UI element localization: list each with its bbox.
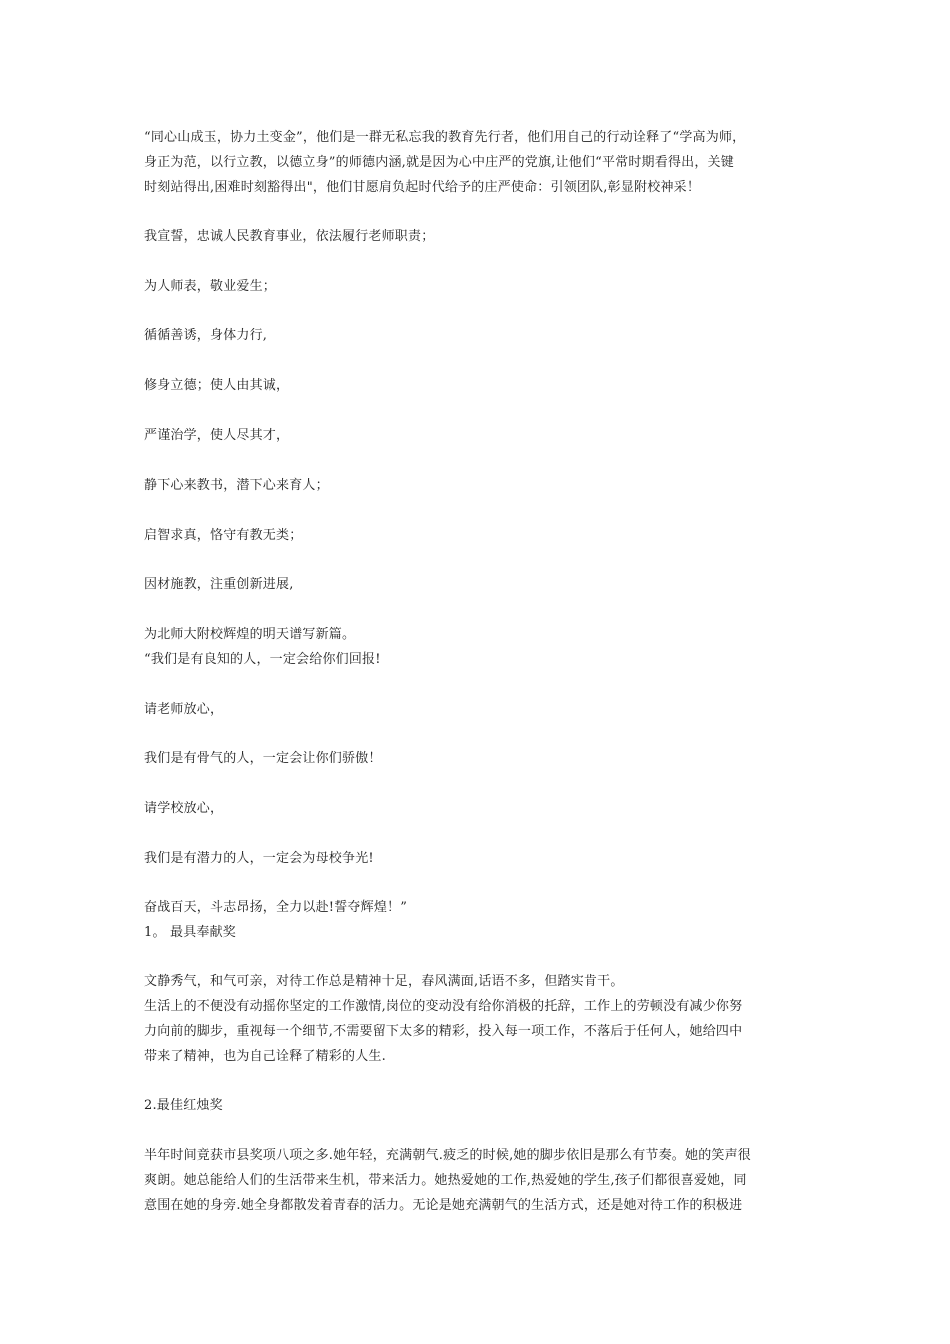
oath-line: 我宣誓，忠诚人民教育事业，依法履行老师职责； <box>144 229 435 244</box>
award2-heading: 2.最佳红烛奖 <box>144 1098 223 1113</box>
oath-line: 启智求真，恪守有教无类； <box>144 528 303 543</box>
intro-line: 身正为范，以行立教，以德立身”的师德内涵,就是因为心中庄严的党旗,让他们“平常时期看得出，关键 <box>144 155 734 170</box>
oath-line: 请老师放心， <box>144 702 224 717</box>
award1-line: 文静秀气，和气可亲，对待工作总是精神十足，春风满面,话语不多，但踏实肯干。 <box>144 974 624 989</box>
oath-line: 修身立德；使人由其诚， <box>144 378 290 393</box>
oath-line: 因材施教，注重创新进展, <box>144 577 294 592</box>
oath-line: 严谨治学，使人尽其才， <box>144 428 290 443</box>
oath-line: 为人师表，敬业爱生； <box>144 279 277 294</box>
award1-heading: 1。 最具奉献奖 <box>144 925 237 940</box>
oath-line: 我们是有骨气的人，一定会让你们骄傲！ <box>144 751 382 766</box>
oath-line: 为北师大附校辉煌的明天谱写新篇。 <box>144 627 356 642</box>
award2-line: 半年时间竟获市县奖项八项之多.她年轻，充满朝气.疲乏的时候,她的脚步依旧是那么有节奏。她的笑声很 <box>144 1148 751 1163</box>
intro-line: 时刻站得出,困难时刻豁得出"，他们甘愿肩负起时代给予的庄严使命：引领团队,彰显附校神采！ <box>144 180 701 195</box>
oath-line: “我们是有良知的人，一定会给你们回报! <box>144 652 381 667</box>
intro-line: “同心山成玉，协力土变金”，他们是一群无私忘我的教育先行者，他们用自己的行动诠释了“学高为师， <box>144 130 746 145</box>
oath-line: 奋战百天，斗志昂扬，全力以赴!誓夺辉煌！” <box>144 900 408 915</box>
award2-line: 爽朗。她总能给人们的生活带来生机，带来活力。她热爱她的工作,热爱她的学生,孩子们都很喜爱她，同 <box>144 1173 747 1188</box>
award2-line: 意围在她的身旁.她全身都散发着青春的活力。无论是她充满朝气的生活方式，还是她对待工作的积极进 <box>144 1198 743 1213</box>
award1-line: 力向前的脚步，重视每一个细节,不需要留下太多的精彩，投入每一项工作，不落后于任何人，她给四中 <box>144 1024 743 1039</box>
award1-line: 生活上的不便没有动摇你坚定的工作激情,岗位的变动没有给你消极的托辞，工作上的劳顿没有减少你努 <box>144 999 743 1014</box>
oath-line: 我们是有潜力的人，一定会为母校争光! <box>144 851 374 866</box>
oath-line: 静下心来教书，潜下心来育人； <box>144 478 329 493</box>
oath-line: 循循善诱，身体力行, <box>144 328 268 343</box>
award1-line: 带来了精神，也为自己诠释了精彩的人生. <box>144 1049 386 1064</box>
oath-line: 请学校放心， <box>144 801 224 816</box>
